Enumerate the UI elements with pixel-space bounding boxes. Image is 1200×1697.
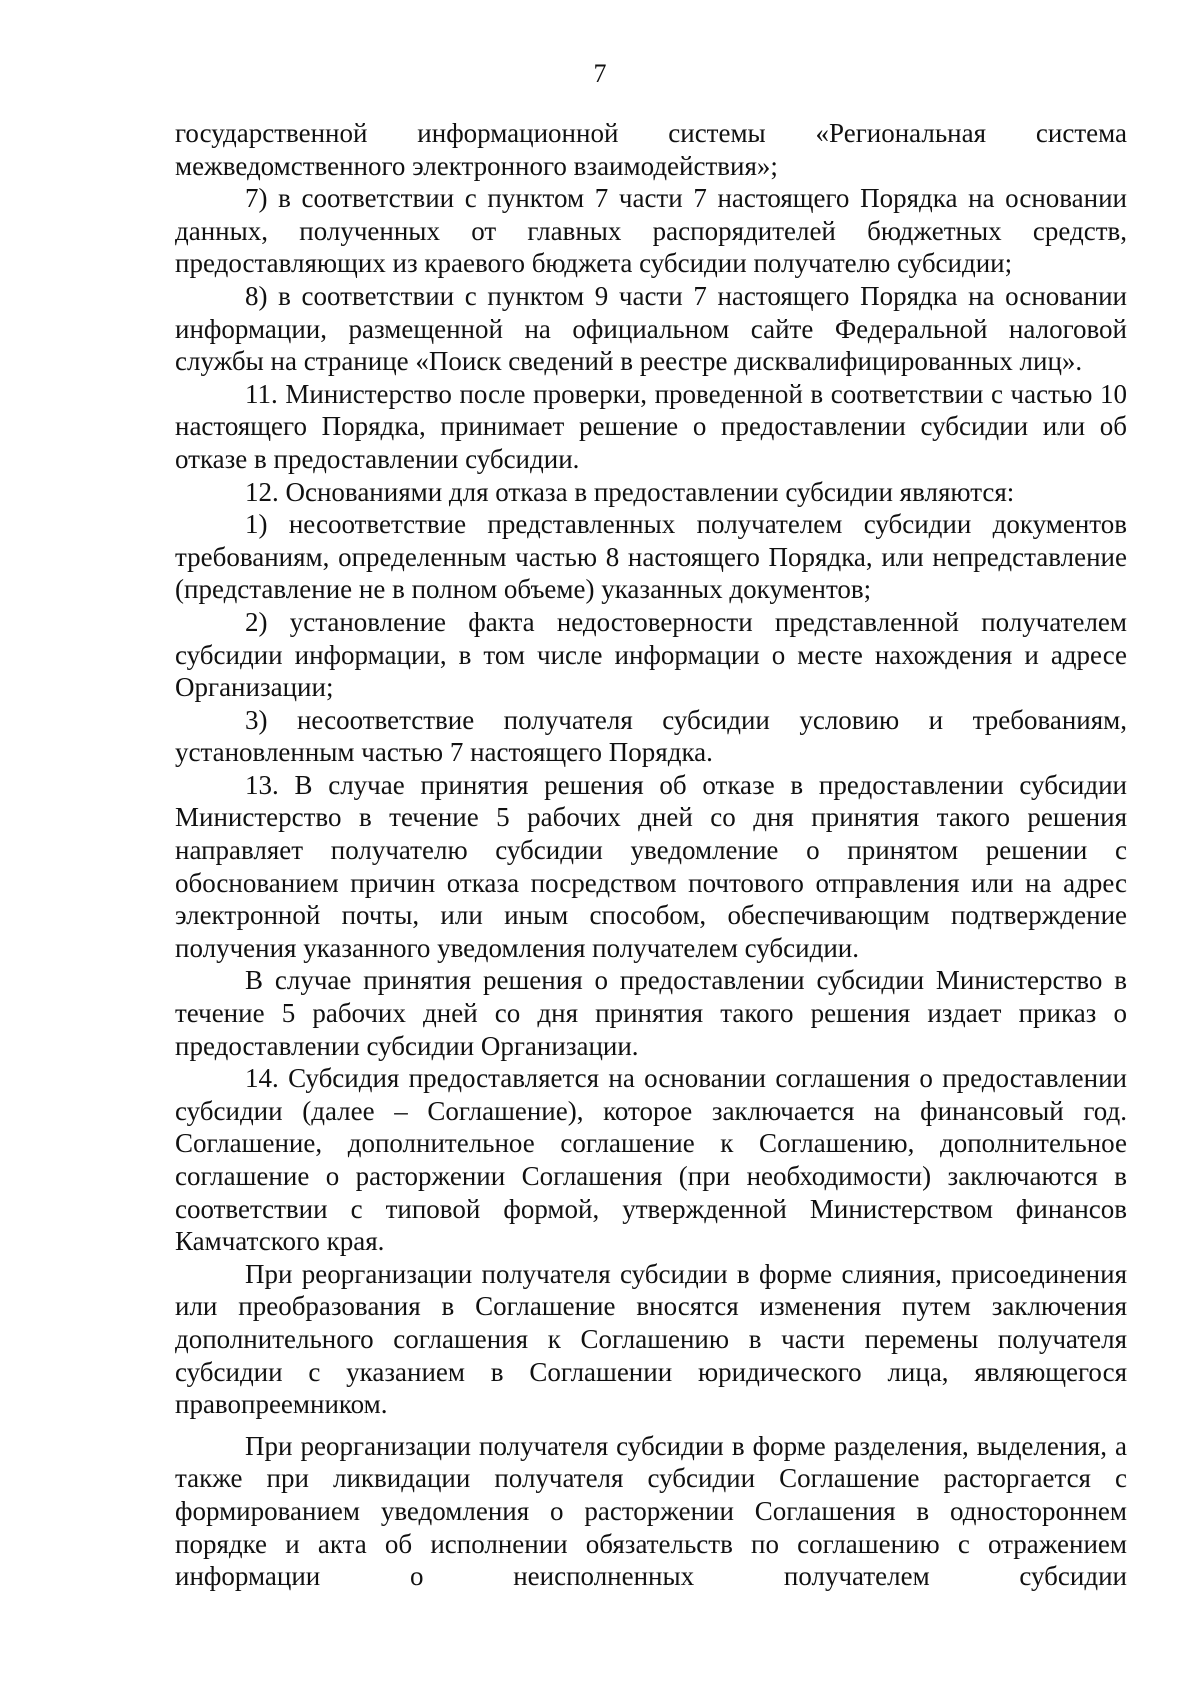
paragraph-clause-11: 11. Министерство после проверки, проведенной в соответствии с частью 10 настоящего Порядка, принимает решение о предоставлении субсидии или об отказе в предоставлении субсидии.: [175, 378, 1127, 474]
paragraph-clause-12: 12. Основаниями для отказа в предоставлении субсидии являются:: [245, 476, 1015, 507]
paragraph-clause-13: 13. В случае принятия решения об отказе в предоставлении субсидии Министерство в течение 5 рабочих дней со дня принятия такого решения направляет получателю субсидии уведомление о принятом решении с обоснованием причин отказа посредством почтового отправления или на адрес электронной почты, или иным способом, обеспечивающим подтверждение получения указанного уведомления получателем субсидии.: [175, 769, 1127, 963]
paragraph-reorganization-division: При реорганизации получателя субсидии в форме разделения, выделения, а также при ликвидации получателя субсидии Соглашение расторгается с формированием уведомления о расторжении Соглашения в одностороннем порядке и акта об исполнении обязательств по соглашению с отражением информации о неисполненных получателем субсидии: [175, 1430, 1127, 1592]
paragraph-item-8: 8) в соответствии с пунктом 9 части 7 настоящего Порядка на основании информации, размещенной на официальном сайте Федеральной налоговой службы на странице «Поиск сведений в реестре дисквалифицированных лиц».: [175, 280, 1127, 377]
paragraph-item-7: 7) в соответствии с пунктом 7 части 7 настоящего Порядка на основании данных, полученных от главных распорядителей бюджетных средств, предоставляющих из краевого бюджета субсидии получателю субсидии;: [175, 183, 1127, 279]
document-body: [175, 117, 1127, 1593]
paragraph-reorganization-merger: При реорганизации получателя субсидии в форме слияния, присоединения или преобразования в Соглашение вносятся изменения путем заключения дополнительного соглашения к Соглашению в части перемены получателя субсидии с указанием в Соглашении юридического лица, являющегося правопреемником.: [175, 1258, 1127, 1420]
paragraph-ground-2: 2) установление факта недостоверности представленной получателем субсидии информации, в том числе информации о месте нахождения и адресе Организации;: [175, 606, 1127, 703]
page-number: 7: [593, 59, 607, 88]
paragraph-ground-3: 3) несоответствие получателя субсидии условию и требованиям, установленным частью 7 настоящего Порядка.: [175, 704, 1127, 768]
paragraph-clause-13-decision: В случае принятия решения о предоставлении субсидии Министерство в течение 5 рабочих дней со дня принятия такого решения издает приказ о предоставлении субсидии Организации.: [175, 965, 1127, 1061]
paragraph-clause-14: 14. Субсидия предоставляется на основании соглашения о предоставлении субсидии (далее – Соглашение), которое заключается на финансовый год. Соглашение, дополнительное соглашение к Соглашению, дополнительное соглашение о расторжении Соглашения (при необходимости) заключаются в соответствии с типовой формой, утвержденной Министерством финансов Камчатского края.: [175, 1063, 1127, 1257]
paragraph-continuation: государственной информационной системы «Региональная система межведомственного электронного взаимодействия»;: [175, 118, 1127, 181]
paragraph-ground-1: 1) несоответствие представленных получателем субсидии документов требованиям, определенным частью 8 настоящего Порядка, или непредставление (представление не в полном объеме) указанных документов;: [175, 509, 1127, 605]
